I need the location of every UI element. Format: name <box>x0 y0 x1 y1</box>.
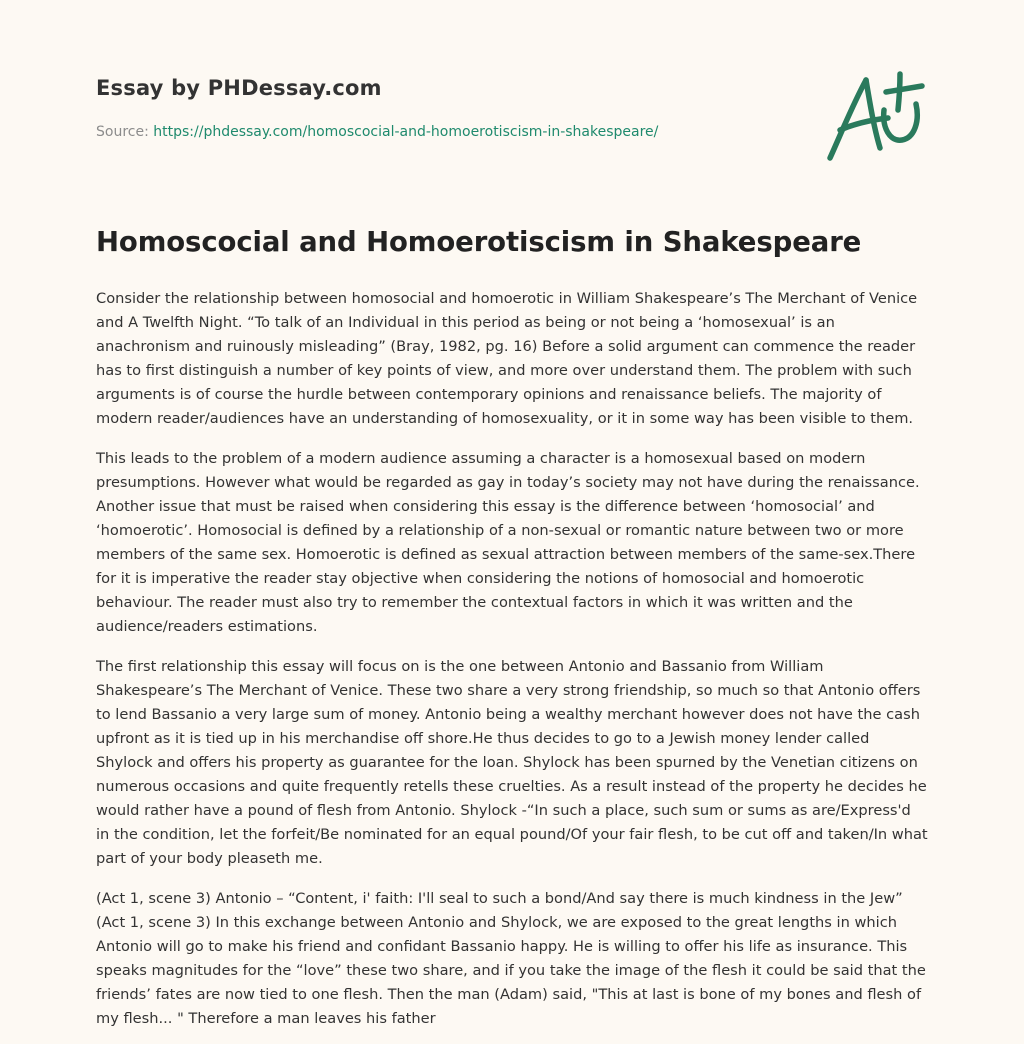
a-plus-logo <box>818 66 930 166</box>
essay-paragraph: Consider the relationship between homosocial and homoerotic in William Shakespeare’s The Merchant of Venice and A Twelfth Night. “To talk of an Individual in this period as being or not being a ‘homosexual’ is an anachronism and ruinously misleading” (Bray, 1982, pg. 16) Before a solid argument can commence the reader has to first distinguish a number of key points of view, and more over understand them. The problem with such arguments is of course the hurdle between contemporary opinions and renaissance beliefs. The majority of modern reader/audiences have an understanding of homosexuality, or it in some way has been visible to them. <box>96 290 918 427</box>
essay-title: Homoscocial and Homoerotiscism in Shakespeare <box>96 226 862 258</box>
essay-paragraph: This leads to the problem of a modern audience assuming a character is a homosexual based on modern presumptions. However what would be regarded as gay in today’s society may not have during the renaissance. Another issue that must be raised when considering this essay is the difference between ‘homosocial’ and ‘homoerotic’. Homosocial is defined by a relationship of a non-sexual or romantic nature between two or more members of the same sex. Homoerotic is defined as sexual attraction between members of the same-sex.There for it is imperative the reader stay objective when considering the notions of homosocial and homoerotic behaviour. The reader must also try to remember the contextual factors in which it was written and the audience/readers estimations. <box>96 450 920 635</box>
site-title: Essay by PHDessay.com <box>96 76 382 100</box>
essay-paragraph: The first relationship this essay will focus on is the one between Antonio and Bassanio from William Shakespeare’s The Merchant of Venice. These two share a very strong friendship, so much so that Antonio offers to lend Bassanio a very large sum of money. Antonio being a wealthy merchant however does not have the cash upfront as it is tied up in his merchandise off shore.He thus decides to go to a Jewish money lender called Shylock and offers his property as guarantee for the loan. Shylock has been spurned by the Venetian citizens on numerous occasions and quite frequently retells these cruelties. As a result instead of the property he decides he would rather have a pound of flesh from Antonio. Shylock -“In such a place, such sum or sums as are/Express'd in the condition, let the forfeit/Be nominated for an equal pound/Of your fair flesh, to be cut off and taken/In what part of your body pleaseth me. <box>96 658 928 867</box>
essay-body <box>96 287 928 1044</box>
source-link[interactable]: https://phdessay.com/homoscocial-and-homoerotiscism-in-shakespeare/ <box>153 124 659 140</box>
source-line <box>96 124 658 140</box>
source-label: Source: <box>96 124 149 140</box>
a-plus-logo-icon <box>818 66 930 166</box>
essay-paragraph: (Act 1, scene 3) Antonio – “Content, i' faith: I'll seal to such a bond/And say there is much kindness in the Jew” (Act 1, scene 3) In this exchange between Antonio and Shylock, we are exposed to the great lengths in which Antonio will go to make his friend and confidant Bassanio happy. He is willing to offer his life as insurance. This speaks magnitudes for the “love” these two share, and if you take the image of the flesh it could be said that the friends’ fates are now tied to one flesh. Then the man (Adam) said, "This at last is bone of my bones and flesh of my flesh... " Therefore a man leaves his father <box>96 890 926 1027</box>
